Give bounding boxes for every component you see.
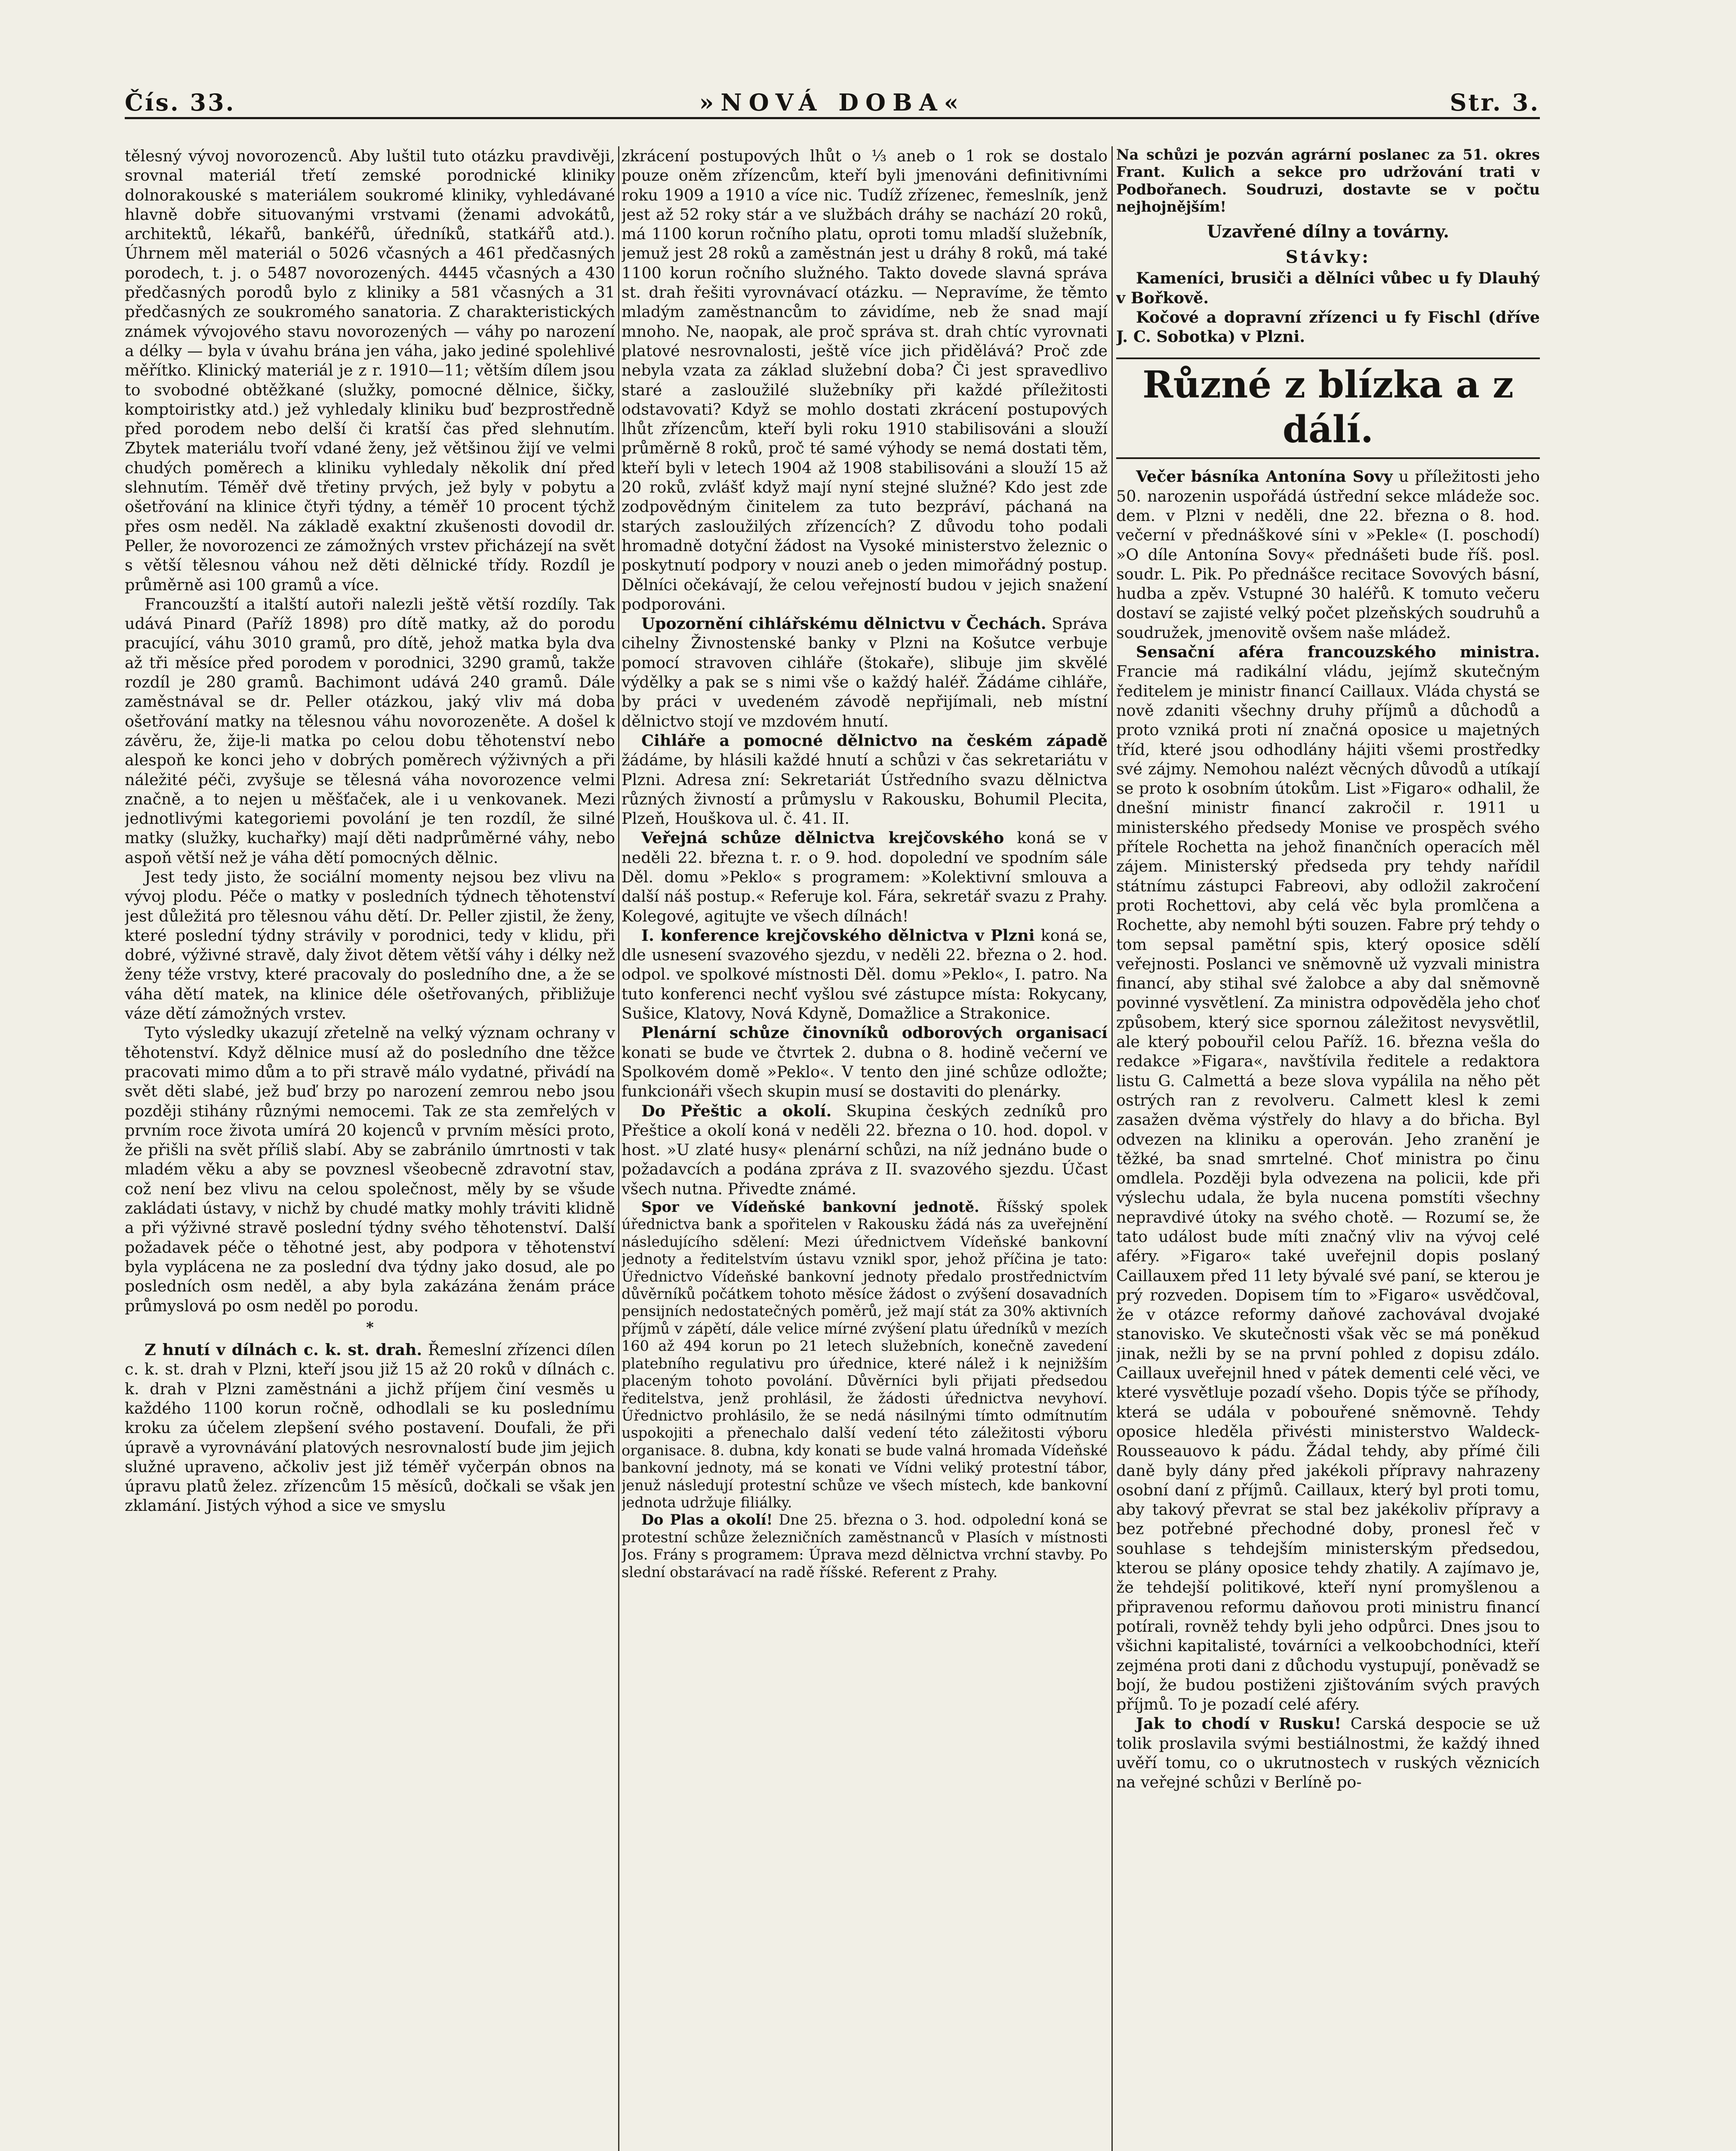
news-item-heading: Cihláře a pomocné dělnictvo na českém západě [641,731,1108,750]
news-item [622,731,1108,828]
news-item [622,828,1108,925]
news-item [1116,642,1540,1714]
closed-workshops-heading: Uzavřené dílny a továrny. [1207,221,1450,242]
separator-star: * [366,1319,374,1336]
page-header [125,86,1540,119]
news-item-body: Říšský spolek úřednictva bank a spořitelen v Rakousku žádá nás za uveřejnění následujícího sdělení: Mezi úřednictvem Vídeňské bankovní jednoty a ředitelstvím ústavu vznikl spor, jehož příčina je tato: Úřednictvo Vídeňské bankovní jednoty předalo prostřednictvím důvěrníků počátkem tohoto měsíce žádost o zvýšení dosavadních pensijních nedostatečných poměrů, jež mají stát za 30% aktivních příjmů v zápětí, dále velice mírné zvýšení platu úředníků v mezích 160 až 494 korun po 21 letech služebních, konečně zavedení platebního regulativu pro úřednice, které nálež i k nejnižším placeným tohoto povolání. Důvěrníci byli přijati předsedou ředitelstva, jenž prohlásil, že žádosti úřednictva nevyhoví. Úřednictvo prohlásilo, že se nedá násilnými tímto odmítnutím uspokojiti a přenechalo další vedení této záležitosti výboru organisace. 8. dubna, kdy konati se bude valná hromada Vídeňské bankovní jednoty, má se konati ve Vídni veliký protestní tábor, jenuž následují protestní schůze ve všech místech, kde bankovní jednota udržuje filiálky. [622,1199,1108,1511]
article-paragraph: tělesný vývoj novorozenců. Aby luštil tuto otázku pravdivěji, srovnal materiál třetí zemské porodnické kliniky dolnorakouské s materiálem soukromé kliniky, vyhledávané hlavně dobře situovanými vrstvami (ženami advokátů, architektů, lékařů, bankéřů, úředníků, statkářů atd.). Úhrnem měl materiál o 5026 včasných a 461 předčasných porodech, t. j. o 5487 novorozených. 4445 včasných a 430 předčasných porodů bylo z kliniky a 581 včasných a 31 předčasných ze soukromého sanatoria. Z charakteristických známek vývojového stavu novorozených — váhy po narození a délky — byla v úvahu brána jen váha, jako jediné spolehlivé měřítko. Klinický materiál je z r. 1910—11; větším dílem jsou to svobodné obtěžkané (služky, pomocné dělnice, šičky, komptoiristky atd.) jež vyhledaly kliniku buď bezprostředně před porodem nebo delší či kratší čas před slehnutím. Zbytek materiálu tvoří vdané ženy, jež většinou žijí ve velmi chudých poměrech a kliniku vyhledaly několik dní před slehnutím. Téměř dvě třetiny prvých, jež byly v pobytu a ošetřování na klinice čtyři týdny, a téměř 10 procent týchž přes osm neděl. Na základě exaktní zkušenosti dovodil dr. Peller, že novorozenci ze zámožných vrstev přicházejí na svět s větší tělesnou váhou než děti dělnické třídy. Rozdíl je průměrně asi 100 gramů a více. [125,147,615,594]
column-2 [622,146,1108,2151]
news-item-body: Řemeslní zřízenci dílen c. k. st. drah v Plzni, kteří jsou již 15 až 20 roků v dílnách c. k. drah v Plzni zaměstnáni a jichž příjem činí vesměs u každého 1100 korun ročně, odhodlali se ku poslednímu kroku za účelem zlepšení svého postavení. Doufali, že při úpravě a vyrovnávání platových nesrovnalostí bude jim jejich služné upraveno, ačkoliv jest již téměř vyčerpán obnos na úpravu platů želez. zřízencům 15 měsíců, dočkali se však jen zklamání. Jistých výhod a sice ve smyslu [125,1341,615,1515]
news-item-heading: Spor ve Vídeňské bankovní jednotě. [641,1199,979,1216]
news-item-heading: Z hnutí v dílnách c. k. st. drah. [145,1341,422,1359]
news-item [622,1101,1108,1199]
news-item-heading: Do Plas a okolí! [641,1511,773,1529]
news-item-heading: Veřejná schůze dělnictva krejčovského [641,829,1004,847]
page-number: Str. 3. [1450,89,1540,116]
news-item [1116,467,1540,642]
news-item-heading: Jak to chodí v Rusku! [1136,1714,1342,1733]
news-item-body: u příležitosti jeho 50. narozenin uspořádá ústřední sekce mládeže soc. dem. v Plzni v neděli, dne 22. března o 8. hod. večerní v přednáškové síni v »Pekle« (I. poschodí) »O díle Antonína Sovy« přednášeti bude říš. posl. soudr. L. Pik. Po přednášce recitace Sovových básní, hudba a zpěv. Vstupné 30 haléřů. K tomuto večeru dostaví se zajisté velký počet plzeňských soudruhů a soudružek, jmenovitě ovšem naše mládež. [1116,467,1540,642]
newspaper-title: »NOVÁ DOBA« [699,89,966,116]
news-item-body: koná se, dle usnesení svazového sjezdu, v neděli 22. března o 2. hod. odpol. ve spolkové místnosti Děl. domu »Peklo«, I. patro. Na tuto konferenci nechť vyšlou své zástupce místa: Rokycany, Sušice, Klatovy, Nová Kdyně, Domažlice a Strakonice. [622,926,1108,1023]
news-item [622,614,1108,731]
news-item-body: koná se v neděli 22. března t. r. o 9. hod. dopolední ve spodním sále Děl. domu »Peklo« s programem: »Kolektivní smlouva a další náš postup.« Referuje kol. Fára, sekretář svazu z Prahy. Kolegové, agitujte ve všech dílnách! [622,829,1108,925]
column-1 [125,146,615,2151]
article-paragraph: Tyto výsledky ukazují zřetelně na velký význam ochrany v těhotenství. Když dělnice musí až do posledního dne těžce pracovati mimo dům a to při stravě málo vydatné, přivádí na svět děti slabé, jež buď brzy po narození zemrou nebo jsou později stihány různými nemocemi. Tak ze sta zemřelých v prvním roce života umírá 20 kojenců v prvním měsíci proto, že přišli na svět příliš slabí. Aby se zabránilo úmrtnosti v tak mladém věku a aby se povznesl všeobecně zdravotní stav, což není bez vlivu na celou společnost, měly by se všude zakládati ústavy, v nichž by chudé matky mohly tráviti klidně a při výživné stravě poslední týdny svého těhotenství. Další požadavek péče o těhotné jest, aby podpora v těhotenství byla vyplácena ne za poslední dva týdny jako dosud, ale po posledních osm neděl, a aby byla zakázána ženám práce průmyslová po osm neděl po porodu. [125,1023,615,1315]
news-item [1116,1714,1540,1792]
strike-item: Kameníci, brusiči a dělníci vůbec u fy Dlauhý v Bořkově. [1116,269,1540,307]
article-paragraph: Jest tedy jisto, že sociální momenty nejsou bez vlivu na vývoj plodu. Péče o matky v posledních týdnech těhotenství jest důležitá pro tělesnou váhu dětí. Dr. Peller zjistil, že ženy, které poslední týdny strávily v porodnici, tedy v klidu, při dobré, výživné stravě, daly život dětem větší váhy i délky než ženy téže vrstvy, které pracovaly do posledního dne, a že se váha dětí matek, na klinice déle ošetřovaných, přibližuje váze dětí zámožných vrstev. [125,867,615,1023]
news-item-body: Carská despocie se už tolik proslavila svými bestiálnostmi, že každý ihned uvěří tomu, co o ukrutnostech v ruských věznicích na veřejné schůzi v Berlíně po- [1116,1714,1540,1792]
news-item [622,926,1108,1023]
column-rule-left [618,146,619,2151]
news-item-heading: I. konference krejčovského dělnictva v Plzni [641,926,1035,945]
news-item-body: Správa cihelny Živnostenské banky v Plzni na Košutce verbuje pomocí stravoven cihláře (štokaře), slibuje jim skvělé výdělky a pak se s nimi vše o každý haléř. Žádáme cihláře, by práci v uvedeném závodě nepřijímali, neb místní dělnictvo stojí ve mzdovém hnutí. [622,614,1108,730]
strike-item: Kočové a dopravní zřízenci u fy Fischl (dříve J. C. Sobotka) v Plzni. [1116,308,1540,346]
issue-number: Čís. 33. [125,89,236,116]
news-item [622,1023,1108,1101]
news-item-body: Skupina českých zedníků pro Přeštice a okolí koná v neděli 22. března o 10. hod. dopol. v host. »U zlaté husy« plenární schůzi, na níž jednáno bude o požadavcích a podána zpráva z II. svazového sjezdu. Účast všech nutna. Přivedte známé. [622,1101,1108,1198]
column-3 [1116,146,1540,2151]
meeting-notice: Na schůzi je pozván agrární poslanec za 51. okres Frant. Kulich a sekce pro udržování trati v Podbořanech. Soudruzi, dostavte se v počtu nejhojnějším! [1116,146,1540,216]
news-item-body: konati se bude ve čtvrtek 2. dubna o 8. hodině večerní ve Spolkovém domě »Peklo«. V tento den jiné schůze odložte; funkcionáři všech skupin musí se dostaviti do plenárky. [622,1043,1108,1101]
column-rule-right [1111,146,1113,2151]
article-paragraph: Francouzští a italští autoři nalezli ještě větší rozdíly. Tak udává Pinard (Paříž 1898) pro dítě matky, až do porodu pracující, váhu 3010 gramů, pro dítě, jehož matka byla dva až tři měsíce před porodem v porodnici, 3290 gramů, takže rozdíl je 280 gramů. Bachimont udává 240 gramů. Dále zaměstnával se dr. Peller otázkou, jaký vliv má doba ošetřování matky na tělesnou váhu novorozeněte. A došel k závěru, že, žije-li matka po celou dobu těhotenství nebo alespoň ke konci jeho v dobrých poměrech výživných a při náležité péči, zvyšuje se tělesná váha novorozence velmi značně, a to nejen u měšťaček, ale i u venkovanek. Mezi jednotlivými kategoriemi povolání je ten rozdíl, že silné matky (služky, kuchařky) mají děti nadprůměrné váhy, nebo aspoň větší než je váha dětí pomocných dělnic. [125,595,615,867]
news-item-body: Dne 25. března o 3. hod. odpolední koná se protestní schůze železničních zaměstnanců v Plasích v místnosti Jos. Frány s programem: Úprava mezd dělnictva vrchní stavby. Po slední obstarávací na radě říšské. Referent z Prahy. [622,1511,1108,1581]
article-paragraph: zkrácení postupových lhůt o ⅓ aneb o 1 rok se dostalo pouze oněm zřízencům, kteří byli jmenováni definitivními roku 1909 a 1910 a více nic. Tudíž zřízenec, řemeslník, jenž jest až 52 roky stár a ve službách dráhy se nachází 20 roků, má 1100 korun ročního platu, oproti tomu mladší služebník, jemuž jest 28 roků a zaměstnán jest u dráhy 8 roků, má také 1100 korun ročního služného. Takto dovede slavná správa st. drah řešiti vyrovnávací otázku. — Nepravíme, že těmto mladým zaměstnancům to závidíme, neb že snad mají mnoho. Ne, naopak, ale proč správa st. drah chtíc vyrovnati platové nesrovnalosti, ještě více jich přidělává? Proč zde nebyla vzata za základ služební doba? Či jest spravedlivo staré a zasloužilé služebníky při každé příležitosti odstavovati? Když se mohlo dostati zkrácení postupových lhůt zřízencům, kteří byli roku 1910 stabilisováni a slouží průměrně 8 roků, proč té samé výhody se nemá dostati těm, kteří byli v letech 1904 až 1908 stabilisováni a slouží 15 až 20 roků, zvlášť když mají nyní stejné služné? Kdo jest zde zodpovědným činitelem za tuto bezpráví, páchaná na starých zasloužilých zřízencích? Z důvodu toho podali hromadně dotyční žádost na Vysoké ministerstvo železnic o poskytnutí podpory v nouzi aneb o jeden mimořádný postup. Dělníci očekávají, že celou veřejností budou v jejich snažení podporováni. [622,147,1108,613]
news-item [622,1199,1108,1511]
news-item [125,1340,615,1516]
strikes-heading: Stávky: [1285,247,1371,267]
news-item-heading: Sensační aféra francouzského ministra. [1136,643,1540,662]
section-heading: Různé z blízka a z dálí. [1116,357,1540,459]
news-item-heading: Upozornění cihlářskému dělnictvu v Čechách. [641,614,1047,633]
news-item-heading: Večer básníka Antonína Sovy [1136,467,1393,486]
news-item-body: Francie má radikální vládu, jejímž skutečným ředitelem je ministr financí Caillaux. Vláda chystá se nově zdaniti všechny druhy příjmů a důchodů a proto vzniká proti ní značná oposice u majetných tříd, které jsou odhodlány hájiti všemi prostředky své zájmy. Nemohou nalézt věcných důvodů a utíkají se proto k osobním útokům. List »Figaro« odhalil, že dnešní ministr financí zakročil r. 1911 u ministerského předsedy Monise ve prospěch svého přítele Rochetta na jehož finančních operacích měl zájem. Ministerský předseda pry tehdy nařídil státnímu zástupci Fabreovi, aby odložil zakročení proti Rochettovi, aby celá věc byla promlčena a Rochette, aby nemohl býti souzen. Fabre prý tehdy o tom sepsal pamětní spis, který oposice sdělí veřejnosti. Poslanci ve sněmovně už vyzvali ministra financí, aby stihal své žalobce a aby dal sněmovně povinné vysvětlení. Za ministra odpověděla jeho choť způsobem, který sice spornou záležitost nevysvětlil, ale který pobouřil celou Paříž. 16. března vešla do redakce »Figara«, navštívila ředitele a redaktora listu G. Calmettá a beze slova vypálila na něho pět ostrých ran z revolveru. Calmett klesl k zemi zasažen dvěma výstřely do hlavy a do břicha. Byl odvezen na kliniku a operován. Jeho zranění je těžké, ba snad smrtelné. Choť ministra po činu omdlela. Později byla odvezena na policii, kde při výslechu udala, že byla nucena pomstíti všechny nepravdivé útoky na svého chotě. — Rozumí se, že tato událost bude míti značný vliv na vývoj celé aféry. »Figaro« také uveřejnil dopis poslaný Caillauxem před 11 lety bývalé své paní, se kterou je prý rozveden. Dopisem tím to »Figaro« usvědčoval, že v otázce reformy daňové zachovával dvojaké stanovisko. Ve skutečnosti však věc se má poněkud jinak, nežli by se na první pohled z dopisu zdálo. Caillaux uveřejnil hned v pátek dementi celé věci, ve které vysvětluje pozadí všeho. Dopis týče se příhody, která se udála v pobouřené sněmovně. Tehdy oposice hleděla přivésti ministerstvo Waldeck-Rousseauovo k pádu. Žádal tehdy, aby přímé čili daně byly dány před jakékoli přípravy nahrazeny osobní daní z příjmů. Caillaux, který byl proti tomu, aby takový převrat se stal bez jakékoliv přípravy a bez potřebné přechodné doby, pronesl řeč v souhlase s tehdejším ministerským předsedou, kterou se plány oposice tehdy zhatily. A zajímavo je, že tehdejší politikové, kteří nyní promyšlenou a připravenou reformu daňovou proti ministru financí potírali, rovněž tehdy byli jeho odpůrci. Dnes jsou to všichni kapitalisté, továrníci a velkoobchodníci, kteří zejména proti dani z důchodu vystupují, poněvadž se bojí, že budou postiženi zjištováním svých pravých příjmů. To je pozadí celé aféry. [1116,662,1540,1714]
news-item-heading: Plenární schůze činovníků odborových organisací [641,1023,1108,1042]
news-item-heading: Do Přeštic a okolí. [641,1101,832,1120]
news-item [622,1511,1108,1581]
news-item-body: žádáme, by hlásili každé hnutí a schůzi v čas sekretariátu v Plzni. Adresa zní: Sekretariát Ústředního svazu dělnictva různých živností a průmyslu v Rakousku, Bohumil Plecita, Plzeň, Houškova ul. č. 41. II. [622,751,1108,828]
